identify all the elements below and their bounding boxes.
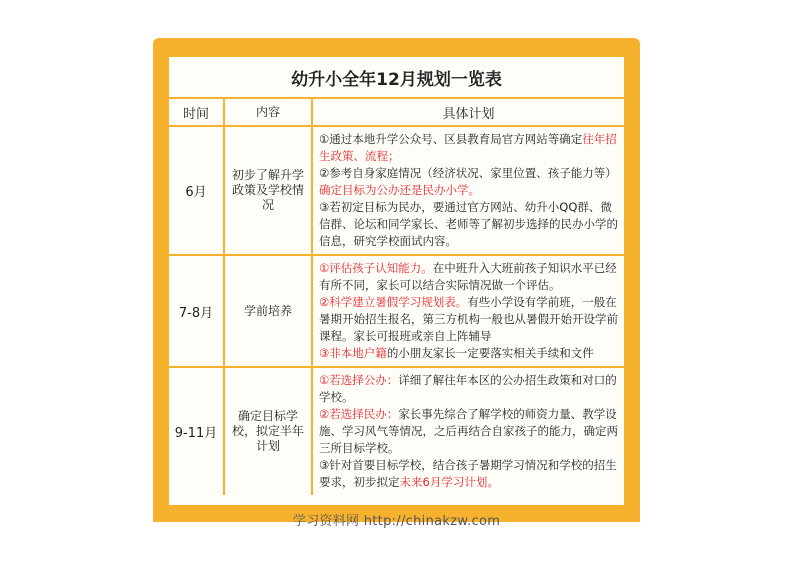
table-row [169,367,624,495]
plan-item [319,406,618,457]
plan-highlight: ①若选择公办： [319,373,399,387]
row-content: 学前培养 [224,255,312,367]
plan-item [319,372,618,406]
row-time: 6月 [169,126,224,255]
header-plan: 具体计划 [312,99,624,126]
plan-text: 详细了解往年本区的公办招生政策和对口的学校。 [319,373,617,404]
table-header-row [169,99,624,126]
row-content: 确定目标学校，拟定半年计划 [224,367,312,495]
row-plan [312,255,624,367]
plan-text: ①通过本地升学公众号、区县教育局官方网站等确定 [319,132,583,146]
plan-text: 家长事先综合了解学校的师资力量、教学设施、学习风气等情况，之后再结合自家孩子的能力，确定两三所目标学校。 [319,407,618,455]
plan-highlight: ②若选择民办： [319,407,399,421]
plan-text: ②参考自身家庭情况（经济状况、家里位置、孩子能力等） [319,166,617,180]
plan-item [319,165,618,199]
table-row [169,126,624,255]
plan-text: 在中班升入大班前孩子知识水平已经有所不同，家长可以结合实际情况做一个评估。 [319,261,617,292]
plan-highlight: 往年招生政策、流程； [319,132,617,163]
plan-item [319,260,618,294]
plan-card [167,55,626,507]
row-time: 9-11月 [169,367,224,495]
row-plan [312,367,624,495]
row-content: 初步了解升学政策及学校情况 [224,126,312,255]
plan-highlight: ③非本地户籍 [319,346,387,360]
plan-item [319,345,618,362]
plan-highlight: ②科学建立暑假学习规划表。 [319,295,468,309]
plan-item [319,457,618,491]
plan-item [319,294,618,345]
plan-highlight: 确定目标为公办还是民办小学。 [319,183,480,197]
table-row [169,255,624,367]
plan-highlight: ①评估孩子认知能力。 [319,261,433,275]
plan-highlight: 未来6月学习计划。 [399,475,499,489]
row-plan [312,126,624,255]
page-title: 幼升小全年12月规划一览表 [169,57,624,99]
watermark-footer: 学习资料网 http://chinakzw.com [292,514,501,529]
plan-text: 的小朋友家长一定要落实相关手续和文件 [386,346,594,360]
plan-text: 有些小学设有学前班，一般在暑期开始招生报名，第三方机构一般也从暑假开始开设学前课程。家长可报班或亲自上阵辅导 [319,295,618,343]
plan-text: ③针对首要目标学校，结合孩子暑期学习情况和学校的招生要求，初步拟定 [319,458,617,489]
header-content: 内容 [224,99,312,126]
plan-item [319,131,618,165]
row-time: 7-8月 [169,255,224,367]
plan-text: ③若初定目标为民办，要通过官方网站、幼升小QQ群、微信群、论坛和同学家长、老师等了解初步选择的民办小学的信息，研究学校面试内容。 [319,200,618,248]
plan-table [169,99,624,495]
header-time: 时间 [169,99,224,126]
plan-item [319,199,618,250]
